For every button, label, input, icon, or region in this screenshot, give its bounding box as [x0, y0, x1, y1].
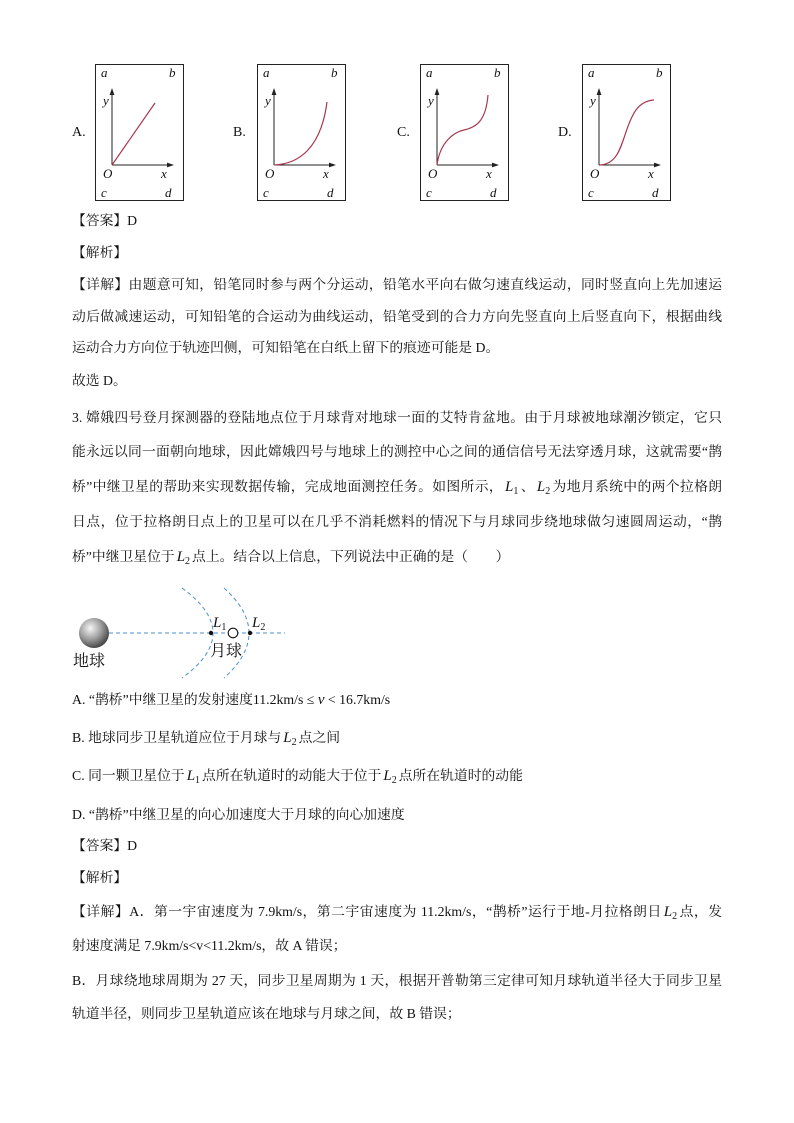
l2-symbol: [383, 768, 397, 786]
symbol-subscript: 2: [545, 486, 551, 497]
option-text: 点之间: [298, 730, 340, 745]
x-axis-label: x: [323, 166, 329, 181]
q2-answer: 【答案】D: [72, 213, 138, 228]
trajectory-curve: [437, 95, 488, 165]
corner-label-b: b: [169, 65, 176, 80]
figure-option-c: [420, 64, 509, 201]
x-axis-arrow-icon: [492, 163, 499, 168]
corner-label-b: b: [331, 65, 338, 80]
option-label-d: D.: [558, 125, 572, 140]
option-label-c: C.: [397, 125, 410, 140]
symbol-subscript: 2: [260, 622, 266, 633]
q3-option-b: [72, 728, 722, 748]
q2-detail-line: 运动合力方向位于轨迹凹侧，可知铅笔在白纸上留下的痕迹可能是 D。: [72, 340, 500, 355]
l2-label: [251, 615, 265, 633]
symbol-subscript: 2: [291, 737, 297, 748]
x-axis-arrow-icon: [167, 163, 174, 168]
option-math: < 16.7km/s: [324, 692, 391, 707]
y-axis-label: y: [103, 93, 109, 108]
option-text: C. 同一颗卫星位于: [72, 768, 185, 783]
moon: [228, 628, 238, 638]
trajectory-curve: [600, 100, 654, 165]
symbol-letter: L: [213, 615, 222, 631]
q3-analysis-heading: 【解析】: [72, 870, 128, 885]
q3-stem-line: 能永远以同一面朝向地球，因此嫦娥四号与地球上的测控中心之间的通信信号无法穿透月球，这就需要“鹊: [72, 444, 722, 459]
corner-label-c: c: [101, 185, 107, 200]
x-axis-arrow-icon: [654, 163, 661, 168]
origin-label: O: [428, 166, 438, 181]
symbol-letter: L: [252, 615, 261, 631]
x-axis-arrow-icon: [329, 163, 336, 168]
symbol-subscript: 1: [221, 622, 227, 633]
corner-label-c: c: [426, 185, 432, 200]
q2-conclusion: 故选 D。: [72, 373, 127, 388]
q3-stem-line: 日点，位于拉格朗日点上的卫星可以在几乎不消耗燃料的情况下与月球同步绕地球做匀速圆周运动，“鹊: [72, 514, 722, 529]
earth-label: 地球: [72, 653, 106, 670]
l1-symbol: [186, 768, 201, 786]
l2-symbol: [283, 730, 297, 748]
moon-label: 月球: [209, 643, 243, 660]
l1-label: [212, 615, 226, 633]
q3-detail-line: 轨道半径，则同步卫星轨道应该在地球与月球之间，故 B 错误；: [72, 1006, 461, 1021]
q2-analysis-heading: 【解析】: [72, 245, 128, 260]
q3-stem-text: 为地月系统中的两个拉格朗: [552, 479, 723, 494]
symbol-letter: L: [505, 479, 514, 495]
q3-stem-line: [72, 547, 722, 567]
q3-detail-line: [72, 902, 722, 922]
symbol-letter: L: [283, 730, 292, 746]
l2-symbol: [536, 479, 551, 497]
q3-option-d: D. “鹊桥”中继卫星的向心加速度大于月球的向心加速度: [72, 807, 405, 822]
corner-label-c: c: [588, 185, 594, 200]
trajectory-curve: [274, 102, 327, 165]
option-text: 点所在轨道时的动能: [398, 768, 523, 783]
x-axis-label: x: [161, 166, 167, 181]
q3-stem-text: 、: [520, 479, 535, 494]
q3-detail-line: B．月球绕地球周期为 27 天，同步卫星周期为 1 天，根据开普勒第三定律可知月球轨道半径大于同步卫星: [72, 973, 722, 988]
option-text: 点所在轨道时的动能大于位于: [202, 768, 382, 783]
symbol-subscript: 2: [672, 911, 678, 922]
l2-symbol: [176, 549, 191, 567]
corner-label-d: d: [165, 185, 172, 200]
y-axis-arrow-icon: [597, 88, 602, 95]
corner-label-a: a: [101, 65, 108, 80]
y-axis-label: y: [428, 93, 434, 108]
y-axis-arrow-icon: [110, 88, 115, 95]
earth: [79, 618, 109, 648]
symbol-subscript: 2: [391, 775, 397, 786]
y-axis-arrow-icon: [272, 88, 277, 95]
q3-stem-text: 桥”中继卫星的帮助来实现数据传输，完成地面测控任务。如图所示，: [72, 479, 503, 494]
corner-label-b: b: [656, 65, 663, 80]
q3-stem-text: 桥”中继卫星位于: [72, 549, 175, 564]
corner-label-d: d: [490, 185, 497, 200]
figure-option-a: [95, 64, 184, 201]
corner-label-a: a: [588, 65, 595, 80]
corner-label-d: d: [652, 185, 659, 200]
l2-point: [248, 631, 252, 635]
l1-symbol: [505, 479, 519, 497]
q3-option-c: [72, 766, 722, 786]
symbol-letter: L: [536, 479, 546, 495]
option-label-a: A.: [72, 125, 86, 140]
figure-option-d: [582, 64, 671, 201]
corner-label-b: b: [494, 65, 501, 80]
q3-detail-line: 射速度满足 7.9km/s<v<11.2km/s，故 A 错误；: [72, 938, 347, 953]
option-math: 11.2km/s ≤: [252, 692, 318, 707]
corner-label-c: c: [263, 185, 269, 200]
q3-detail-text: 【详解】A．第一宇宙速度为 7.9km/s，第二宇宙速度为 11.2km/s，“鹊桥”运行于地-月拉格朗日: [72, 904, 662, 919]
q3-answer: 【答案】D: [72, 838, 138, 853]
symbol-subscript: 1: [513, 486, 519, 497]
earth-moon-diagram: [60, 580, 300, 680]
x-axis-label: x: [486, 166, 492, 181]
q2-detail-line: 【详解】由题意可知，铅笔同时参与两个分运动，铅笔水平向右做匀速直线运动，同时竖直向上先加速运: [72, 277, 722, 292]
y-axis-label: y: [590, 93, 596, 108]
y-axis-arrow-icon: [435, 88, 440, 95]
q3-stem-line: [72, 477, 722, 497]
corner-label-a: a: [426, 65, 433, 80]
l1-point: [209, 631, 213, 635]
symbol-subscript: 2: [185, 556, 191, 567]
q3-option-a: [72, 690, 722, 710]
symbol-letter: L: [186, 768, 196, 784]
origin-label: O: [590, 166, 600, 181]
figure-option-b: [257, 64, 346, 201]
q2-detail-line: 动后做减速运动，可知铅笔的合运动为曲线运动，铅笔受到的合力方向先竖直向上后竖直向下，根据曲线: [72, 309, 722, 324]
q3-stem-text: 点上。结合以上信息，下列说法中正确的是（ ）: [192, 549, 510, 564]
symbol-letter: L: [176, 549, 186, 565]
q3-stem-line: 3. 嫦娥四号登月探测器的登陆地点位于月球背对地球一面的艾特肯盆地。由于月球被地球潮汐锁定，它只: [72, 410, 722, 425]
corner-label-a: a: [263, 65, 270, 80]
y-axis-label: y: [265, 93, 271, 108]
option-math-variable: v: [317, 692, 325, 708]
corner-label-d: d: [327, 185, 334, 200]
origin-label: O: [103, 166, 113, 181]
symbol-letter: L: [663, 904, 673, 920]
symbol-letter: L: [383, 768, 392, 784]
option-text: A. “鹊桥”中继卫星的发射速度: [72, 692, 253, 707]
symbol-subscript: 1: [195, 775, 201, 786]
origin-label: O: [265, 166, 275, 181]
option-label-b: B.: [233, 125, 246, 140]
q3-detail-text: 点，发: [679, 904, 723, 919]
x-axis-label: x: [648, 166, 654, 181]
trajectory-curve: [112, 103, 155, 165]
l2-symbol: [663, 904, 678, 922]
option-text: B. 地球同步卫星轨道应位于月球与: [72, 730, 282, 745]
